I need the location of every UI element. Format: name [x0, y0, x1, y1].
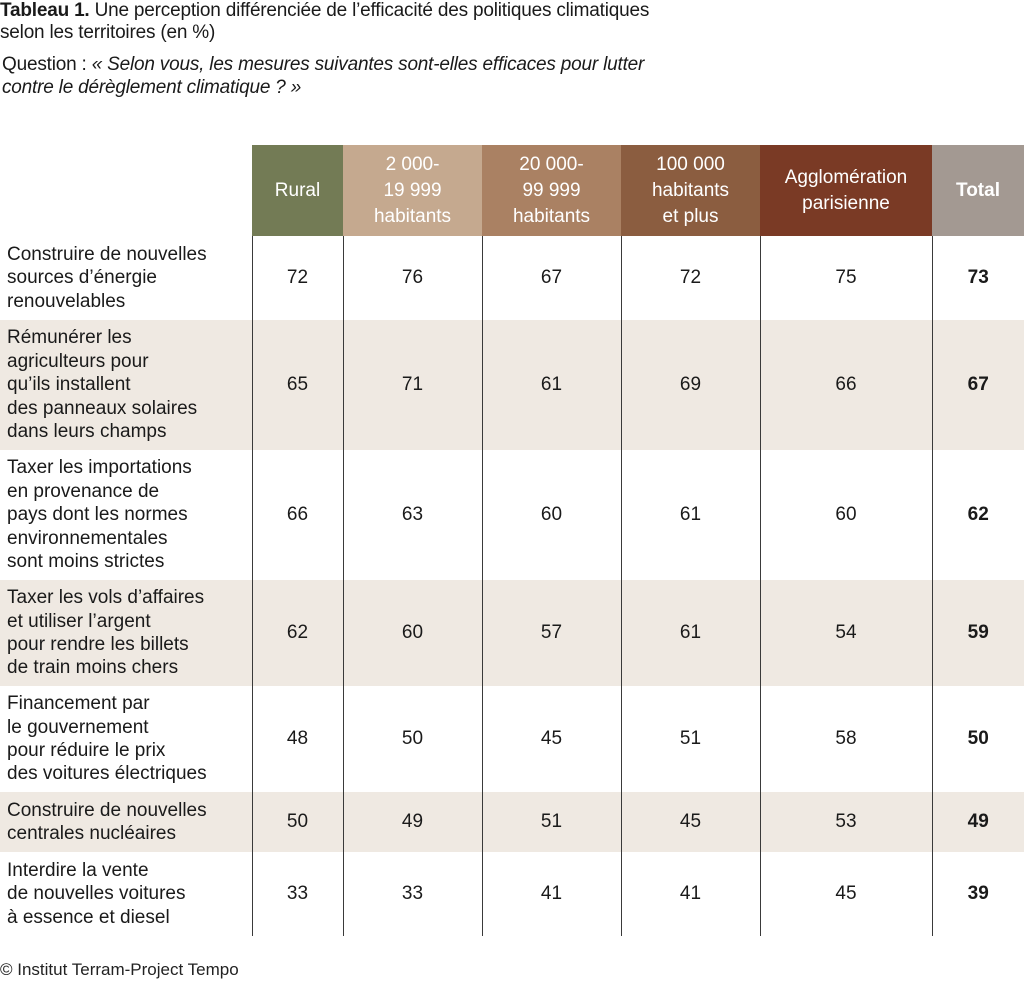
- row-label-line: sont moins strictes: [7, 551, 165, 573]
- column-header-line: Total: [956, 179, 1000, 201]
- column-header-total: [932, 145, 1024, 236]
- row-label-line: le gouvernement: [7, 716, 149, 738]
- column-header-line: et plus: [662, 205, 719, 227]
- column-header-line: 100 000: [656, 153, 725, 175]
- column-header-line: habitants: [651, 179, 730, 201]
- row-label-line: dans leurs champs: [7, 421, 167, 443]
- table-number: Tableau 1.: [0, 0, 90, 21]
- value-cell-rural: 48: [252, 686, 343, 792]
- row-label: [0, 320, 252, 450]
- row-label-line: de nouvelles voitures: [7, 883, 186, 905]
- row-label-line: Rémunérer les: [7, 327, 132, 349]
- value-cell-mid: 51: [482, 792, 621, 852]
- row-label-line: Construire de nouvelles: [7, 799, 207, 821]
- value-cell-small: 49: [343, 792, 482, 852]
- column-header-mid: [482, 145, 621, 236]
- row-label: [0, 580, 252, 686]
- row-label-line: de train moins chers: [7, 657, 179, 679]
- table-row: [0, 686, 1024, 792]
- title-text: Une perception différenciée de l’efficacité des politiques climatiques: [89, 0, 650, 21]
- value-cell-total: 62: [932, 450, 1024, 580]
- row-label-line: environnementales: [7, 527, 168, 549]
- column-header-small: [343, 145, 482, 236]
- question-prefix: Question :: [2, 54, 92, 75]
- column-header-line: 20 000-: [519, 153, 584, 175]
- value-cell-large: 41: [621, 852, 760, 936]
- table-row: [0, 792, 1024, 852]
- row-label: [0, 450, 252, 580]
- row-label-line: pays dont les normes: [7, 504, 188, 526]
- value-cell-rural: 65: [252, 320, 343, 450]
- row-label-line: en provenance de: [7, 480, 160, 502]
- table-body: [0, 236, 1024, 936]
- value-cell-rural: 62: [252, 580, 343, 686]
- table-row: [0, 236, 1024, 320]
- row-label-line: Taxer les vols d’affaires: [7, 587, 205, 609]
- value-cell-total: 67: [932, 320, 1024, 450]
- value-cell-paris: 75: [760, 236, 932, 320]
- row-label: [0, 686, 252, 792]
- results-table: [0, 145, 1024, 936]
- value-cell-total: 39: [932, 852, 1024, 936]
- value-cell-paris: 54: [760, 580, 932, 686]
- row-label-line: sources d’énergie: [7, 267, 157, 289]
- value-cell-mid: 67: [482, 236, 621, 320]
- row-label-line: à essence et diesel: [7, 906, 170, 928]
- column-header-line: Agglomération: [784, 166, 908, 188]
- column-header-line: habitants: [373, 205, 452, 227]
- row-label-line: Financement par: [7, 693, 150, 715]
- header-row: [0, 145, 1024, 236]
- value-cell-small: 33: [343, 852, 482, 936]
- row-label: [0, 792, 252, 852]
- row-label: [0, 852, 252, 936]
- row-label-line: pour réduire le prix: [7, 740, 166, 761]
- value-cell-rural: 50: [252, 792, 343, 852]
- column-header-line: habitants: [512, 205, 591, 227]
- value-cell-paris: 45: [760, 852, 932, 936]
- value-cell-mid: 61: [482, 320, 621, 450]
- question-text-line1: « Selon vous, les mesures suivantes sont-elles efficaces pour lutter: [91, 54, 645, 75]
- column-header-line: 2 000-: [385, 153, 440, 175]
- column-header-large: [621, 145, 760, 236]
- column-header-line: 19 999: [383, 179, 442, 201]
- value-cell-total: 59: [932, 580, 1024, 686]
- value-cell-large: 69: [621, 320, 760, 450]
- value-cell-rural: 66: [252, 450, 343, 580]
- value-cell-small: 60: [343, 580, 482, 686]
- value-cell-small: 50: [343, 686, 482, 792]
- column-header-line: Rural: [274, 179, 321, 201]
- column-header-line: parisienne: [802, 192, 890, 214]
- header-corner: [0, 145, 252, 236]
- table-row: [0, 580, 1024, 686]
- value-cell-small: 76: [343, 236, 482, 320]
- table-row: [0, 852, 1024, 936]
- value-cell-small: 71: [343, 320, 482, 450]
- row-label: [0, 236, 252, 320]
- column-header-line: 99 999: [522, 179, 581, 201]
- table-row: [0, 320, 1024, 450]
- value-cell-large: 72: [621, 236, 760, 320]
- value-cell-paris: 58: [760, 686, 932, 792]
- row-label-line: Construire de nouvelles: [7, 243, 207, 265]
- row-label-line: et utiliser l’argent: [7, 610, 151, 632]
- column-header-paris: [760, 145, 932, 236]
- row-label-line: des voitures électriques: [7, 763, 207, 785]
- table-title: [0, 0, 1010, 44]
- value-cell-large: 61: [621, 450, 760, 580]
- value-cell-paris: 66: [760, 320, 932, 450]
- row-label-line: pour rendre les billets: [7, 634, 189, 655]
- value-cell-mid: 41: [482, 852, 621, 936]
- value-cell-total: 50: [932, 686, 1024, 792]
- row-label-line: des panneaux solaires: [7, 397, 198, 419]
- value-cell-mid: 45: [482, 686, 621, 792]
- value-cell-large: 51: [621, 686, 760, 792]
- question-text-line2: contre le dérèglement climatique ? »: [2, 77, 302, 98]
- source-credit: © Institut Terram-Project Tempo: [0, 960, 239, 979]
- value-cell-paris: 53: [760, 792, 932, 852]
- row-label-line: renouvelables: [7, 290, 126, 312]
- table-row: [0, 450, 1024, 580]
- title-block: [0, 0, 1010, 99]
- value-cell-small: 63: [343, 450, 482, 580]
- value-cell-total: 73: [932, 236, 1024, 320]
- row-label-line: qu’ils installent: [7, 374, 131, 396]
- row-label-line: agriculteurs pour: [7, 350, 149, 372]
- value-cell-rural: 33: [252, 852, 343, 936]
- value-cell-mid: 57: [482, 580, 621, 686]
- row-label-line: Interdire la vente: [7, 859, 149, 881]
- row-label-line: centrales nucléaires: [7, 823, 176, 844]
- row-label-line: Taxer les importations: [7, 457, 192, 479]
- value-cell-paris: 60: [760, 450, 932, 580]
- value-cell-mid: 60: [482, 450, 621, 580]
- value-cell-large: 45: [621, 792, 760, 852]
- value-cell-total: 49: [932, 792, 1024, 852]
- value-cell-rural: 72: [252, 236, 343, 320]
- survey-question: [2, 53, 1010, 99]
- value-cell-large: 61: [621, 580, 760, 686]
- title-text-line2: selon les territoires (en %): [0, 22, 216, 43]
- column-header-rural: [252, 145, 343, 236]
